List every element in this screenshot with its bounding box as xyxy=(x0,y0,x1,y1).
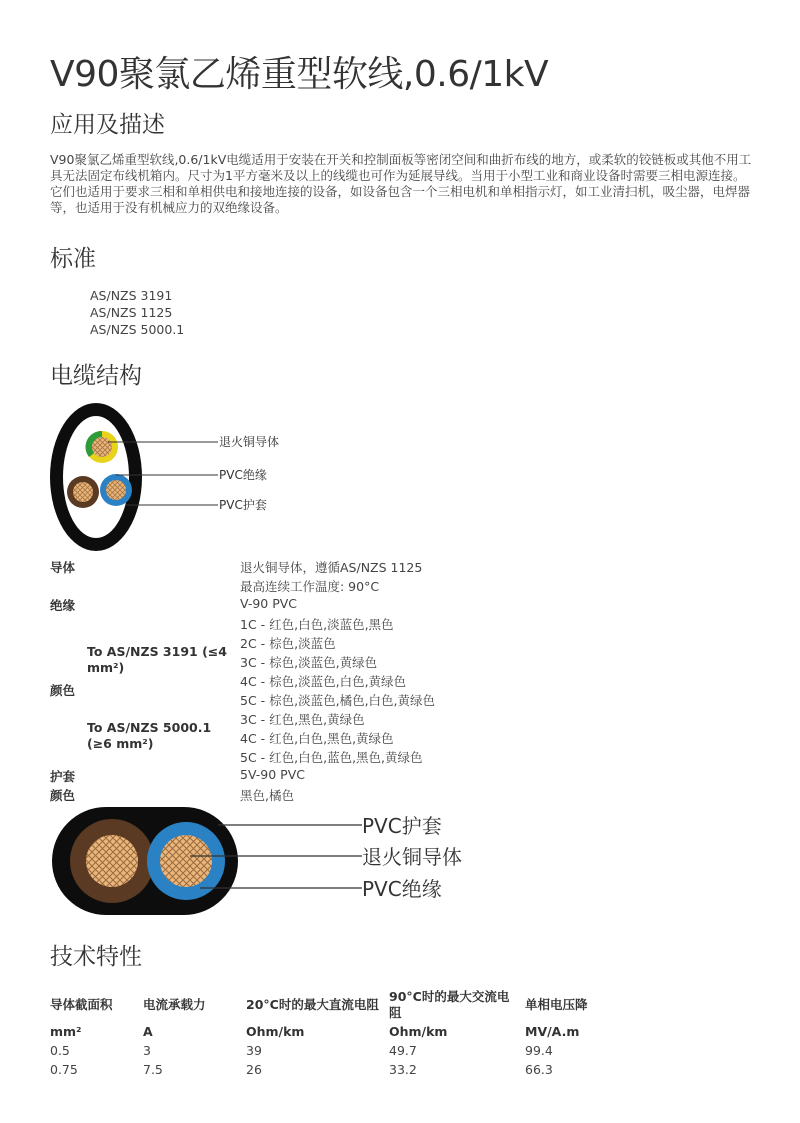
color-group-3191-label: To AS/NZS 3191 (≤4 mm²) xyxy=(87,644,227,675)
insulation-color-label: 颜色 xyxy=(50,683,76,698)
page-title: V90聚氯乙烯重型软线,0.6/1kV xyxy=(50,54,549,95)
color-code-item: 4C - 棕色,淡蓝色,白色,黄绿色 xyxy=(240,674,407,689)
section-heading-tech: 技术特性 xyxy=(50,944,142,970)
table-header: 导体截面积 xyxy=(50,997,113,1012)
standard-item: AS/NZS 5000.1 xyxy=(90,322,185,337)
insulation-value: V-90 PVC xyxy=(240,596,298,611)
table-cell: 3 xyxy=(143,1043,151,1058)
sheath-value: 5V-90 PVC xyxy=(240,767,305,782)
diagram2-label-conductor: 退火铜导体 xyxy=(362,845,462,869)
table-header: 单相电压降 xyxy=(525,997,588,1012)
table-unit: Ohm/km xyxy=(389,1024,448,1039)
table-unit: A xyxy=(143,1024,153,1039)
diagram2-label-sheath: PVC护套 xyxy=(362,814,442,838)
table-unit: mm² xyxy=(50,1024,82,1039)
temperature-value: 最高连续工作温度: 90°C xyxy=(240,579,380,594)
table-cell: 33.2 xyxy=(389,1062,417,1077)
color-code-item: 5C - 棕色,淡蓝色,橘色,白色,黄绿色 xyxy=(240,693,436,708)
diagram1-label-sheath: PVC护套 xyxy=(219,498,267,512)
insulation-label: 绝缘 xyxy=(50,598,76,613)
conductor-label: 导体 xyxy=(50,560,76,575)
table-cell: 0.5 xyxy=(50,1043,70,1058)
table-header: 90°C时的最大交流电阻 xyxy=(389,989,510,1020)
flat-cable-diagram xyxy=(50,803,490,918)
color-code-item: 3C - 红色,黑色,黄绿色 xyxy=(240,712,365,727)
sheath-label: 护套 xyxy=(50,769,76,784)
table-cell: 39 xyxy=(246,1043,262,1058)
table-unit: Ohm/km xyxy=(246,1024,305,1039)
table-cell: 0.75 xyxy=(50,1062,78,1077)
color-code-item: 5C - 红色,白色,蓝色,黑色,黄绿色 xyxy=(240,750,423,765)
section-heading-standards: 标准 xyxy=(50,246,96,272)
table-cell: 26 xyxy=(246,1062,262,1077)
standard-item: AS/NZS 3191 xyxy=(90,288,173,303)
conductor-value: 退火铜导体，遵循AS/NZS 1125 xyxy=(240,560,423,575)
table-cell: 66.3 xyxy=(525,1062,553,1077)
table-cell: 7.5 xyxy=(143,1062,163,1077)
color-code-item: 2C - 棕色,淡蓝色 xyxy=(240,636,336,651)
table-unit: MV/A.m xyxy=(525,1024,580,1039)
table-header: 电流承载力 xyxy=(143,997,206,1012)
standard-item: AS/NZS 1125 xyxy=(90,305,173,320)
table-cell: 99.4 xyxy=(525,1043,553,1058)
section-heading-application: 应用及描述 xyxy=(50,112,165,138)
color-code-item: 4C - 红色,白色,黑色,黄绿色 xyxy=(240,731,394,746)
diagram1-label-conductor: 退火铜导体 xyxy=(219,435,280,449)
color-code-item: 1C - 红色,白色,淡蓝色,黑色 xyxy=(240,617,394,632)
description-paragraph: V90聚氯乙烯重型软线,0.6/1kV电缆适用于安装在开关和控制面板等密闭空间和曲折布线的地方，或柔软的铰链板或其他不用工具无法固定布线机箱内。尺寸为1平方毫米及以上的线缆也可作为延展导线。当用于小型工业和商业设备时需要三相电源连接。它们也适用于要求三相和单相供电和接地连接的设备，如设备包含一个三相电机和单相指示灯，如工业清扫机，吸尘器，电焊器等，也适用于没有机械应力的双绝缘设备。 xyxy=(50,152,752,215)
sheath-color-value: 黑色,橘色 xyxy=(240,788,294,803)
sheath-color-label: 颜色 xyxy=(50,788,76,803)
table-cell: 49.7 xyxy=(389,1043,417,1058)
diagram1-label-insulation: PVC绝缘 xyxy=(219,468,267,482)
color-group-5000-label: To AS/NZS 5000.1 (≥6 mm²) xyxy=(87,720,212,751)
color-code-item: 3C - 棕色,淡蓝色,黄绿色 xyxy=(240,655,378,670)
cable-cross-section-diagram xyxy=(50,400,290,560)
section-heading-construction: 电缆结构 xyxy=(50,363,142,389)
diagram2-label-insulation: PVC绝缘 xyxy=(362,877,442,901)
table-header: 20°C时的最大直流电阻 xyxy=(246,997,379,1012)
